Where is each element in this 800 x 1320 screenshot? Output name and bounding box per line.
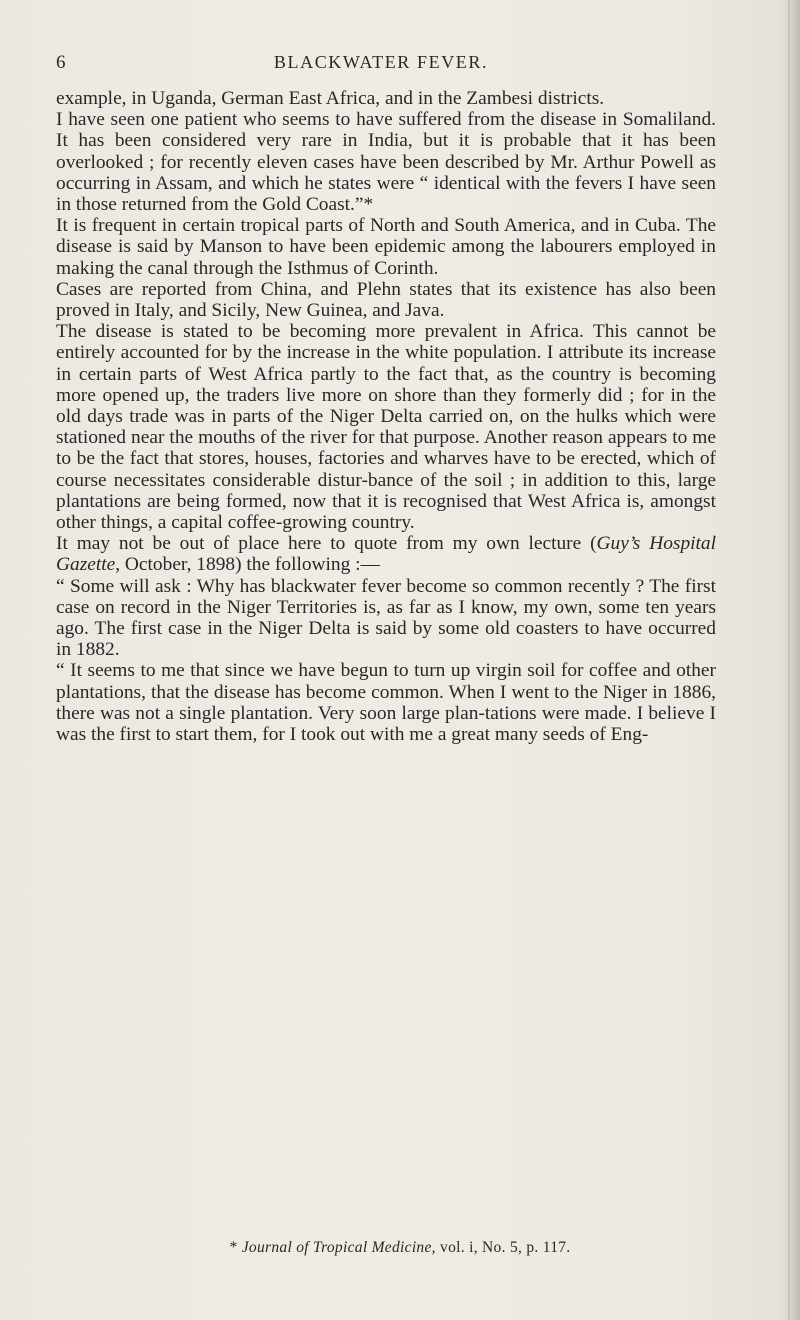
footnote-marker: *: [229, 1239, 238, 1256]
footnote-citation: vol. i, No. 5, p. 117.: [440, 1239, 571, 1256]
footnote-source: Journal of Tropical Medicine,: [241, 1239, 436, 1256]
paragraph: “ Some will ask : Why has blackwater fever become so common recently ? The first case on record in the Niger Territories is, as far as I know, my own, some ten years ago. The first case in the Niger Delta is said by some old coasters to have occurred in 1882.: [56, 575, 716, 661]
running-head: BLACKWATER FEVER.: [273, 52, 489, 72]
footnote: [0, 1239, 800, 1257]
paragraph: The disease is stated to be becoming more prevalent in Africa. This cannot be entirely accounted for by the increase in the white population. I attribute its increase in certain parts of West Africa partly to the fact that, as the country is becoming more opened up, the traders live more on shore than they formerly did ; for in the old days trade was in parts of the Niger Delta carried on, on the hulks which were stationed near the mouths of the river for that purpose. Another reason appears to me to be the fact that stores, houses, factories and wharves have to be erected, which of course necessitates considerable distur-bance of the soil ; in addition to this, large plantations are being formed, now that it is recognised that West Africa is, amongst other things, a capital coffee-growing country.: [56, 321, 716, 534]
page-edge-shadow: [782, 0, 800, 1320]
page-edge-line: [788, 0, 790, 1320]
page-header: [56, 52, 706, 82]
page-number: 6: [56, 52, 67, 73]
paragraph: Cases are reported from China, and Plehn states that its existence has also been proved in Italy, and Sicily, New Guinea, and Java.: [56, 278, 716, 322]
publication-title: Guy’s Hospital Gazette: [56, 533, 716, 576]
paragraph: It is frequent in certain tropical parts of North and South America, and in Cuba. The disease is said by Manson to have been epidemic among the labourers employed in making the canal through the Isthmus of Corinth.: [56, 215, 716, 279]
paragraph: It may not be out of place here to quote from my own lecture (Guy’s Hospital Gazette, October, 1898) the following :—: [56, 533, 716, 576]
paragraph: example, in Uganda, German East Africa, and in the Zambesi districts.: [56, 88, 605, 109]
paragraph: I have seen one patient who seems to have suffered from the disease in Somaliland. It has been considered very rare in India, but it is probable that it has been overlooked ; for recently eleven cases have been described by Mr. Arthur Powell as occurring in Assam, and which he states were “ identical with the fevers I have seen in those returned from the Gold Coast.”*: [56, 109, 716, 216]
paragraph: “ It seems to me that since we have begun to turn up virgin soil for coffee and other plantations, that the disease has become common. When I went to the Niger in 1886, there was not a single plantation. Very soon large plan-tations were made. I believe I was the first to start them, for I took out with me a great many seeds of Eng-: [56, 660, 716, 746]
body-text: [56, 88, 716, 745]
